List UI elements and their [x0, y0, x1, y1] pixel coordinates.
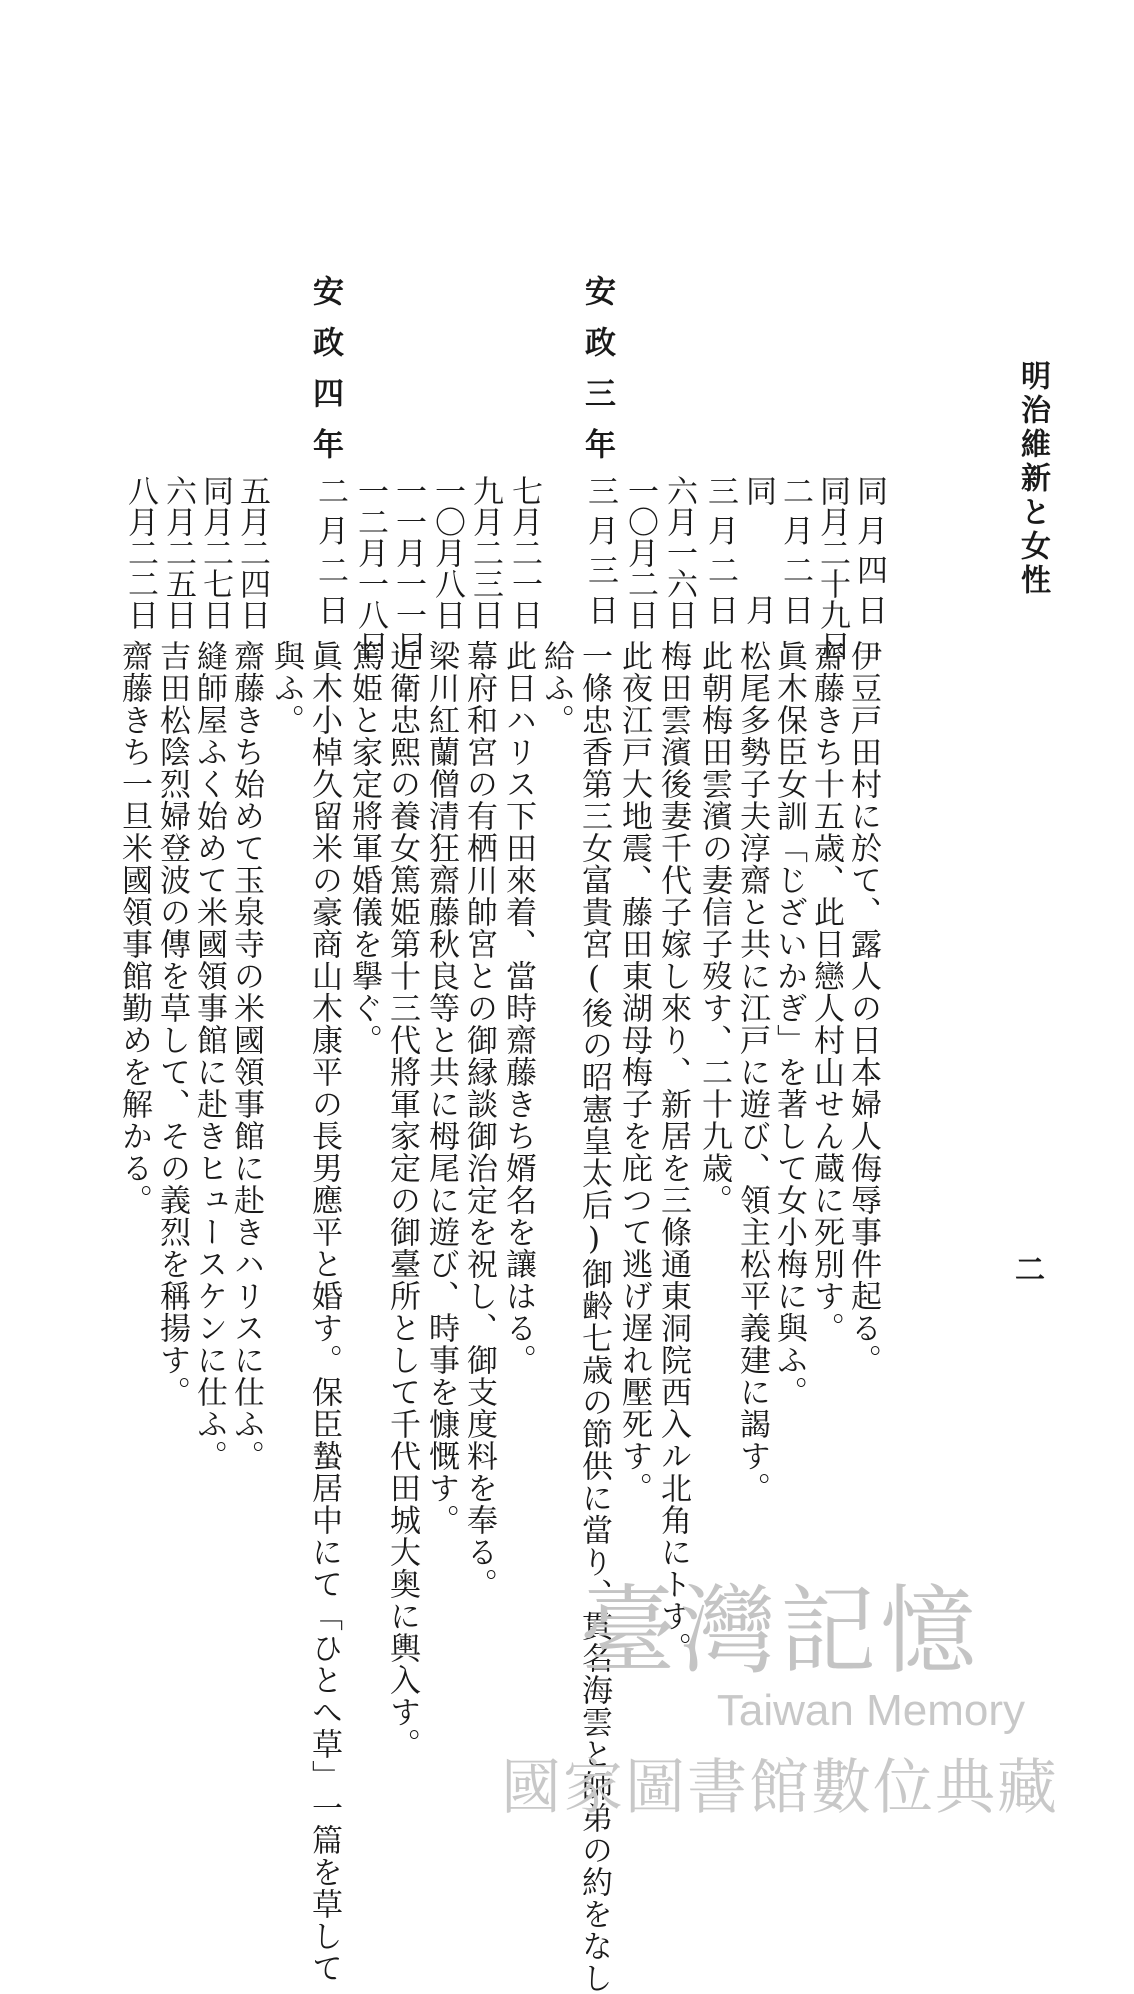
entry-date: 一〇月八日	[429, 475, 465, 630]
entry-date: 同月二七日	[197, 475, 233, 630]
entry-text: 齋藤きち十五歳、此日戀人村山せん蔵に死別す。	[808, 640, 844, 1344]
entry-text: 梁川紅蘭僧清狂齋藤秋良等と共に栂尾に遊び、時事を慷慨す。	[423, 640, 459, 1536]
entry-text: 幕府和宮の有栖川帥宮との御縁談御治定を祝し、御支度料を奉る。	[461, 640, 497, 1600]
watermark-chinese: 國家圖書館數位典藏	[501, 1753, 1059, 1823]
entry-date: 一二月一八日	[352, 475, 388, 661]
entry-text: 齋藤きち一旦米國領事館勤めを解かる。	[116, 640, 152, 1216]
entry-date: 同月二十九日	[814, 475, 850, 661]
page-number: 二	[1015, 1253, 1045, 1288]
entry-text: 梅田雲濱後妻千代子嫁し來り、新居を三條通東洞院西入ル北角にトす。	[655, 640, 691, 1664]
entry-date: 二月二日	[312, 475, 348, 625]
entry-date: 六月二五日	[160, 475, 196, 630]
entry-text: 此夜江戸大地震、藤田東湖母梅子を庇つて逃げ遅れ壓死す。	[616, 640, 652, 1504]
entry-text: 此朝梅田雲濱の妻信子歿す、二十九歳。	[696, 640, 732, 1216]
entry-date: 七月二一日	[506, 475, 542, 630]
watermark	[500, 1555, 1060, 1826]
running-header: 明治維新と女性	[1015, 360, 1050, 598]
entry-text: 此日ハリス下田來着、當時齋藤きち婿名を讓はる。	[500, 640, 536, 1376]
entry-date: 同月四日	[851, 475, 887, 625]
entry-text-continued: 與ふ。	[268, 640, 304, 736]
year-header-ansei-3: 安政三年	[579, 275, 615, 479]
entry-date: 一〇月二日	[622, 475, 658, 630]
entry-text: 齋藤きち始めて玉泉寺の米國領事館に赴きハリスに仕ふ。	[228, 640, 264, 1472]
entry-date: 三月三日	[582, 475, 618, 625]
entry-text: 眞木保臣女訓「じざいかぎ」を著して女小梅に與ふ。	[771, 640, 807, 1408]
entry-date: 六月一六日	[661, 475, 697, 630]
entry-date: 八月二二日	[122, 475, 158, 630]
year-header-ansei-4: 安政四年	[307, 275, 343, 479]
entry-text: 伊豆戸田村に於て、露人の日本婦人侮辱事件起る。	[845, 640, 881, 1376]
watermark-english: Taiwan Memory	[716, 1686, 1025, 1735]
entry-text-continued: 給ふ。	[538, 640, 574, 736]
entry-text: 篤姫と家定將軍婚儀を擧ぐ。	[346, 640, 382, 1056]
entry-date: 一一月一一日	[390, 475, 426, 661]
entry-date: 九月二三日	[467, 475, 503, 630]
entry-text: 近衛忠熙の養女篤姫第十三代將軍家定の御臺所として千代田城大奥に輿入す。	[384, 640, 420, 1760]
entry-date: 五月二四日	[234, 475, 270, 630]
entry-text: 吉田松陰烈婦登波の傳を草して、その義烈を稱揚す。	[154, 640, 190, 1408]
entry-date: 同月	[740, 475, 776, 625]
watermark-calligraphy: 臺灣記憶	[580, 1575, 980, 1687]
entry-date: 二月二日	[777, 475, 813, 625]
entry-date: 三月二日	[702, 475, 738, 625]
entry-text: 松尾多勢子夫淳齋と共に江戸に遊び、領主松平義建に謁す。	[734, 640, 770, 1504]
entry-text: 一條忠香第三女富貴宮(後の昭憲皇太后)御齢七歳の節供に當り、貫名海雲と師弟の約をなし	[576, 640, 612, 1994]
entry-text: 眞木小棹久留米の豪商山木康平の長男應平と婚す。保臣蟄居中にて「ひとへ草」一篇を草して	[306, 640, 342, 1984]
entry-text: 縫師屋ふく始めて米國領事館に赴きヒュースケンに仕ふ。	[191, 640, 227, 1472]
